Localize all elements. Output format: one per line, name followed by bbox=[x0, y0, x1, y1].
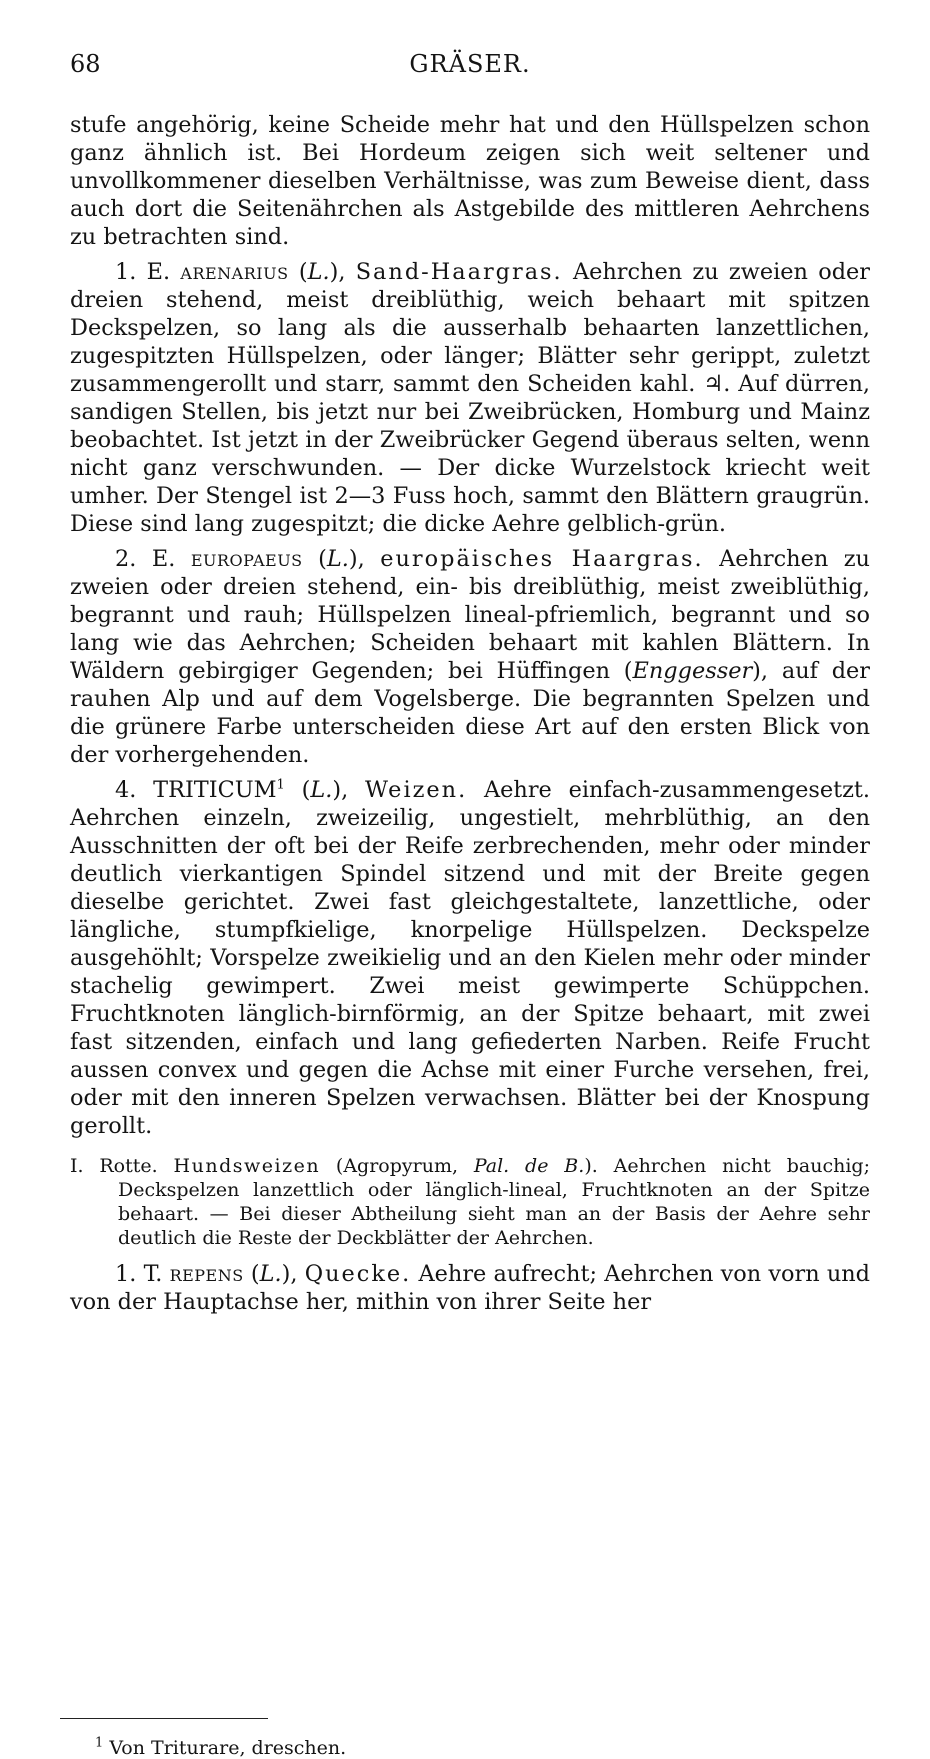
rotte-description: Aehrchen nicht bauchig; Deckspelzen lanzettlich oder länglich-lineal, Fruchtknoten an der Spitze behaart. — Bei dieser Abtheilung sieht man an der Basis der Aehre sehr deutlich die Reste der Deckblätter der Aehrchen. bbox=[118, 1155, 870, 1249]
entry-number: 1. E. bbox=[115, 259, 171, 285]
authority: L. bbox=[310, 777, 333, 803]
vernacular-name: Weizen. bbox=[365, 777, 468, 803]
species-name: repens bbox=[169, 1261, 244, 1287]
authority: Pal. de B. bbox=[473, 1155, 585, 1177]
entry-number: 1. T. bbox=[115, 1261, 163, 1287]
authority: L. bbox=[307, 259, 330, 285]
entry-elymus-europaeus: 2. E. europaeus (L.), europäisches Haargras. Aehrchen zu zweien oder dreien stehend, ein- bis dreiblüthig, meist zweiblüthig, begrannt und rauh; Hüllspelzen lineal-pfriemlich, begrannt und so lang wie das Aehrchen; Scheiden behaart mit kahlen Blättern. In Wäldern gebirgiger Gegenden; bei Hüffingen (Enggesser), auf der rauhen Alp und auf dem Vogelsberge. Die begrannten Spelzen und die grünere Farbe unterscheiden diese Art auf den ersten Blick von der vorhergehenden. bbox=[70, 546, 871, 768]
page-number: 68 bbox=[70, 50, 101, 78]
authority: L. bbox=[259, 1261, 282, 1287]
species-name: arenarius bbox=[180, 259, 289, 285]
rotte-section: I. Rotte. Hundsweizen (Agropyrum, Pal. de B.). Aehrchen nicht bauchig; Deckspelzen lanzettlich oder länglich-lineal, Fruchtknoten an der Spitze behaart. — Bei dieser Abtheilung sieht man an der Basis der Aehre sehr deutlich die Reste der Deckblätter der Aehrchen. bbox=[70, 1155, 870, 1249]
footnote-mark: 1 bbox=[95, 1735, 104, 1751]
rotte-name: Hundsweizen bbox=[173, 1155, 321, 1177]
running-title: GRÄSER. bbox=[409, 50, 531, 78]
entry-number: 2. E. bbox=[115, 546, 176, 572]
authority: L. bbox=[326, 546, 349, 572]
footnote-mark: 1 bbox=[276, 777, 285, 793]
footnote-rule bbox=[60, 1718, 268, 1719]
genus-triticum: 4. TRITICUM$^1$ (L.), Weizen. Aehre einfach-zusammengesetzt. Aehrchen einzeln, zweizeilig, ungestielt, mehrblüthig, an den Ausschnitten der oft bei der Reife zerbrechenden, mehr oder minder deutlich vierkantigen Spindel sitzend und mit der Breite gegen dieselbe gerichtet. Zwei fast gleichgestaltete, lanzettliche, oder längliche, stumpfkielige, knorpelige Hüllspelzen. Deckspelze ausgehöhlt; Vorspelze zweikielig und an den Kielen mehr oder minder stachelig gewimpert. Zwei meist gewimperte Schüppchen. Fruchtknoten länglich-birnförmig, an der Spitze behaart, mit zwei fast sitzenden, einfach und lang gefiederten Narben. Reife Frucht aussen convex und gegen die Achse mit einer Furche versehen, frei, oder mit den inneren Spelzen verwachsen. Blätter bei der Knospung gerollt. bbox=[70, 777, 870, 1139]
page-header bbox=[70, 50, 870, 86]
vernacular-name: Quecke. bbox=[304, 1261, 412, 1287]
page-body bbox=[70, 111, 870, 1316]
description-cont: ), auf der rauhen Alp und auf dem Vogelsberge. Die begrannten Spelzen und die grünere Farbe unterscheiden diese Art auf den ersten Blick von der vorhergehenden. bbox=[70, 658, 871, 768]
rotte-label: I. Rotte. bbox=[70, 1155, 158, 1177]
genus-title: 4. TRITICUM bbox=[115, 777, 277, 803]
entry-triticum-repens: 1. T. repens (L.), Quecke. Aehre aufrecht; Aehrchen von vorn und von der Hauptachse her, mithin von ihrer Seite her bbox=[70, 1261, 870, 1315]
vernacular-name: europäisches Haargras. bbox=[380, 546, 704, 572]
description: Aehrchen zu zweien oder dreien stehend, ein- bis dreiblüthig, meist zweiblüthig, begrannt und rauh; Hüllspelzen lineal-pfriemlich, begrannt und so lang wie das Aehrchen; Scheiden behaart mit kahlen Blättern. In Wäldern gebirgiger Gegenden; bei Hüffingen ( bbox=[70, 546, 870, 684]
citation: Enggesser bbox=[632, 658, 753, 684]
description: Aehrchen zu zweien oder dreien stehend, meist dreiblüthig, weich behaart mit spitzen Deckspelzen, so lang als die ausserhalb behaarten lanzettlichen, zugespitzten Hüllspelzen, oder länger; Blätter sehr gerippt, zuletzt zusammengerollt und starr, sammt den Scheiden kahl. ♃. Auf dürren, sandigen Stellen, bis jetzt nur bei Zweibrücken, Homburg und Mainz beobachtet. Ist jetzt in der Zweibrücker Gegend überaus selten, wenn nicht ganz verschwunden. — Der dicke Wurzelstock kriecht weit umher. Der Stengel ist 2—3 Fuss hoch, sammt den Blättern graugrün. Diese sind lang zugespitzt; die dicke Aehre gelblich-grün. bbox=[70, 259, 870, 537]
footnote bbox=[95, 1737, 346, 1759]
footnote-text: Von Triturare, dreschen. bbox=[109, 1737, 347, 1759]
vernacular-name: Sand-Haargras. bbox=[355, 259, 563, 285]
intro-paragraph: stufe angehörig, keine Scheide mehr hat und den Hüllspelzen schon ganz ähnlich ist. Bei Hordeum zeigen sich weit seltener und unvollkommener dieselben Verhältnisse, was zum Beweise dient, dass auch dort die Seitenährchen als Astgebilde des mittleren Aehrchens zu betrachten sind. bbox=[70, 112, 870, 250]
species-name: europaeus bbox=[190, 546, 303, 572]
description: Aehre einfach-zusammengesetzt. Aehrchen einzeln, zweizeilig, ungestielt, mehrblüthig, an den Ausschnitten der oft bei der Reife zerbrechenden, mehr oder minder deutlich vierkantigen Spindel sitzend und mit der Breite gegen dieselbe gerichtet. Zwei fast gleichgestaltete, lanzettliche, oder längliche, stumpfkielige, knorpelige Hüllspelzen. Deckspelze ausgehöhlt; Vorspelze zweikielig und an den Kielen mehr oder minder stachelig gewimpert. Zwei meist gewimperte Schüppchen. Fruchtknoten länglich-birnförmig, an der Spitze behaart, mit zwei fast sitzenden, einfach und lang gefiederten Narben. Reife Frucht aussen convex und gegen die Achse mit einer Furche versehen, frei, oder mit den inneren Spelzen verwachsen. Blätter bei der Knospung gerollt. bbox=[70, 777, 870, 1139]
entry-elymus-arenarius: 1. E. arenarius (L.), Sand-Haargras. Aehrchen zu zweien oder dreien stehend, meist dreiblüthig, weich behaart mit spitzen Deckspelzen, so lang als die ausserhalb behaarten lanzettlichen, zugespitzten Hüllspelzen, oder länger; Blätter sehr gerippt, zuletzt zusammengerollt und starr, sammt den Scheiden kahl. ♃. Auf dürren, sandigen Stellen, bis jetzt nur bei Zweibrücken, Homburg und Mainz beobachtet. Ist jetzt in der Zweibrücker Gegend überaus selten, wenn nicht ganz verschwunden. — Der dicke Wurzelstock kriecht weit umher. Der Stengel ist 2—3 Fuss hoch, sammt den Blättern graugrün. Diese sind lang zugespitzt; die dicke Aehre gelblich-grün. bbox=[70, 259, 870, 537]
description: Aehre aufrecht; Aehrchen von vorn und von der Hauptachse her, mithin von ihrer Seite her bbox=[70, 1261, 870, 1315]
